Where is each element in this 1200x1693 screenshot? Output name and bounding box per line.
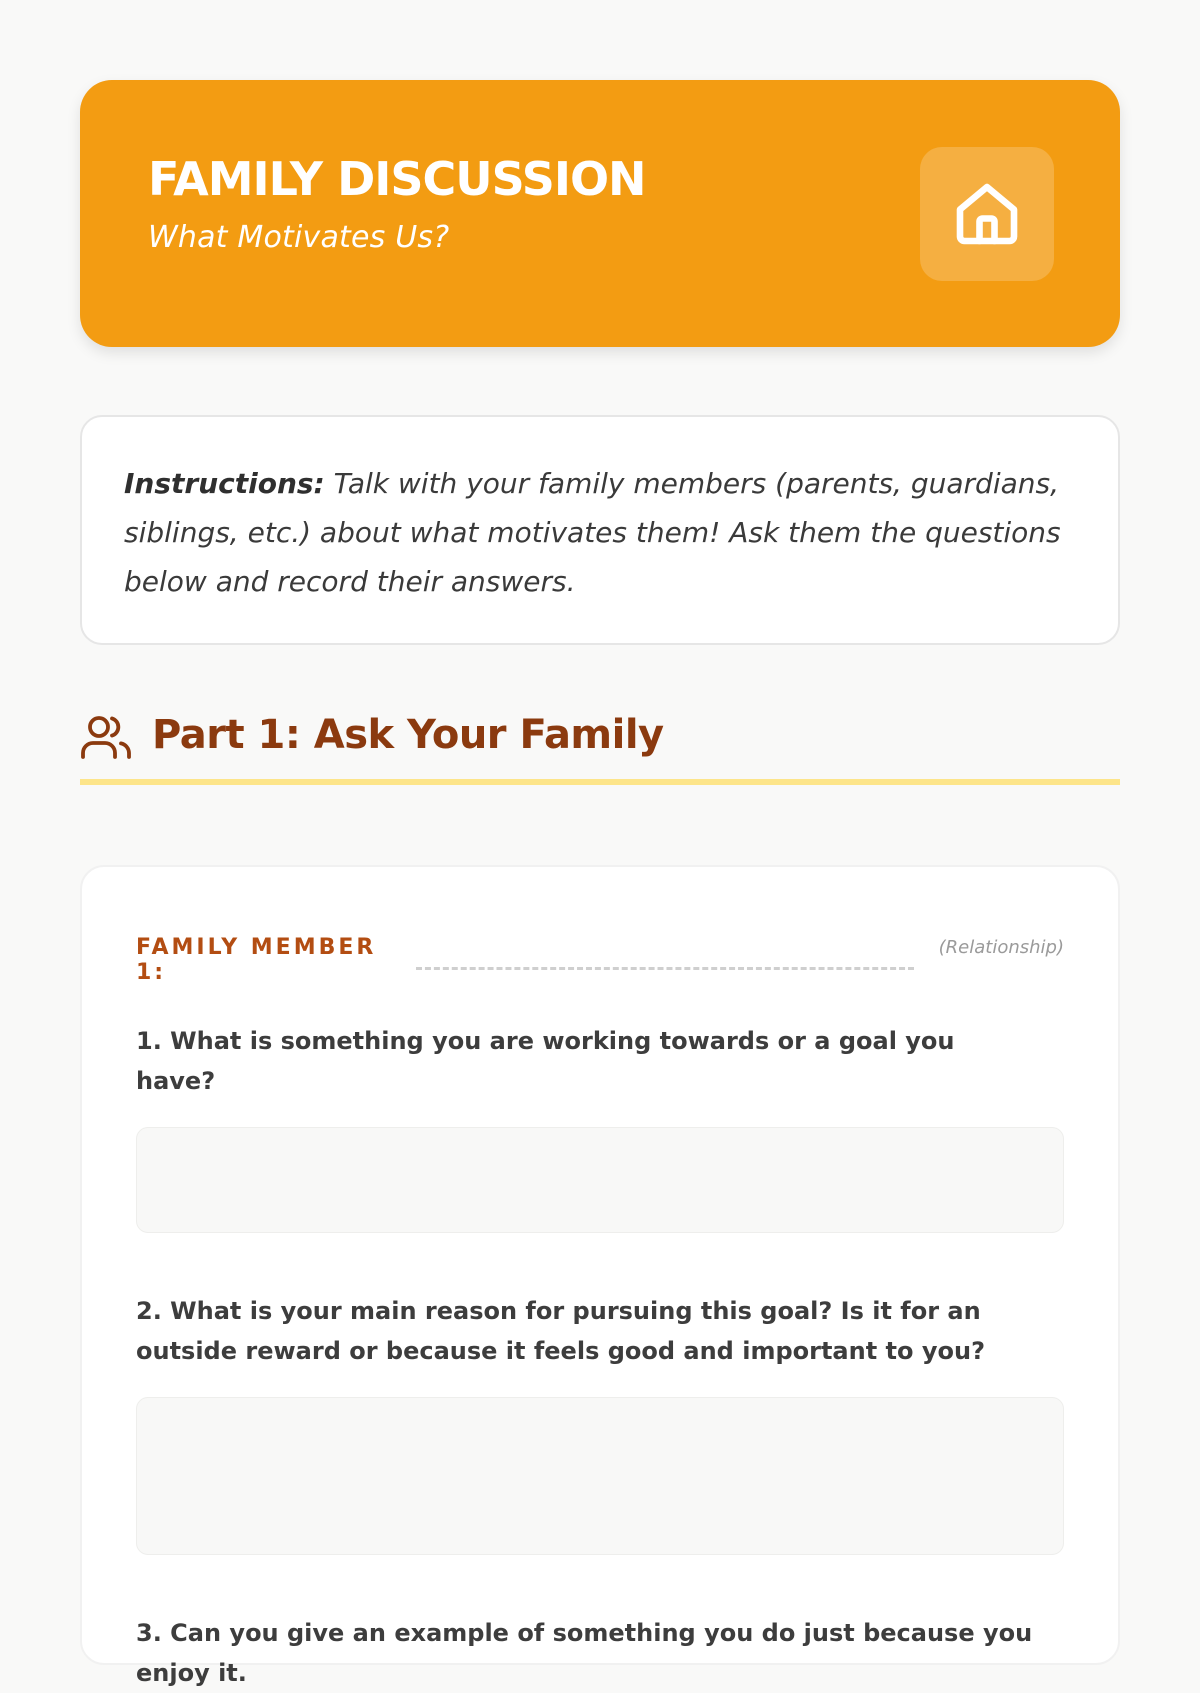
home-badge (920, 147, 1054, 281)
question-2: 2. What is your main reason for pursuing this goal? Is it for an outside reward or because it feels good and important to you? (136, 1297, 985, 1365)
question-3: 3. Can you give an example of something you do just because you enjoy it. (136, 1619, 1033, 1687)
section-title: Part 1: Ask Your Family (152, 712, 664, 758)
page-title: FAMILY DISCUSSION (148, 152, 646, 206)
relationship-hint: (Relationship) (938, 937, 1064, 958)
member-label: FAMILY MEMBER 1: (136, 935, 377, 985)
instructions-card (80, 415, 1120, 645)
relationship-input-line[interactable] (416, 967, 914, 970)
question-1: 1. What is something you are working towards or a goal you have? (136, 1027, 955, 1095)
instructions-text: Talk with your family members (parents, guardians, siblings, etc.) about what motivates them! Ask them the questions below and record their answers. (124, 467, 1061, 598)
answer-box-2[interactable] (136, 1397, 1064, 1555)
page-subtitle: What Motivates Us? (148, 220, 450, 255)
section-heading (80, 711, 1120, 785)
answer-box-1[interactable] (136, 1127, 1064, 1233)
member-row (136, 929, 1064, 985)
home-icon (951, 178, 1023, 250)
users-icon (80, 713, 132, 761)
instructions-label: Instructions: (124, 467, 325, 500)
header-banner (80, 80, 1120, 347)
family-member-card (80, 865, 1120, 1687)
